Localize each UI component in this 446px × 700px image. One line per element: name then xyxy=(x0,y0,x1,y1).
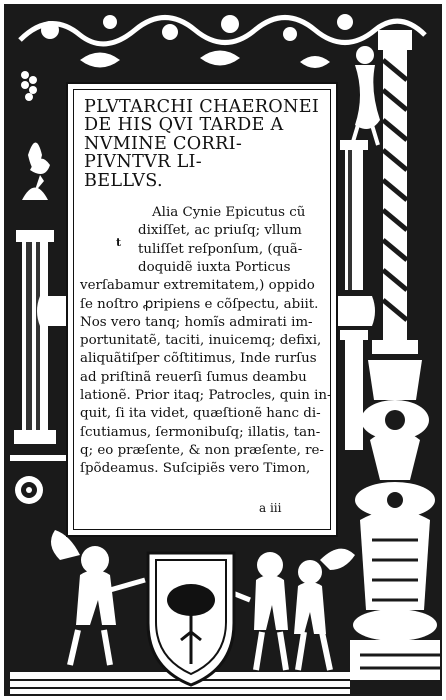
text-line: portunitatẽ, taciti, inuicemq; defixi, xyxy=(80,333,322,349)
text-line: aliquãtiſper cõſtitimus, Inde rurſus xyxy=(80,351,317,367)
text-line: ſpõdeamus. Suſcipiẽs vero Timon, xyxy=(80,461,311,477)
book-title xyxy=(84,98,326,190)
text-line: dixiſſet, ac priuſq; vllum xyxy=(138,223,302,239)
text-line: lationẽ. Prior itaq; Patrocles, quin in- xyxy=(80,388,332,403)
text-line: Alia Cynie Epicutus cũ xyxy=(152,205,306,221)
title-line: PLVTARCHI CHAERONEI xyxy=(84,97,320,117)
text-line: quit, ſi ita videt, quæſtionẽ hanc di- xyxy=(80,406,321,422)
title-line: BELLVS. xyxy=(84,170,163,191)
text-line: tuliſſet reſponſum, (quã- xyxy=(138,241,303,257)
title-line: NVMINE CORRI- xyxy=(84,133,243,154)
title-line: DE HIS QVI TARDE A xyxy=(84,115,284,136)
text-line: ſcutiamus, ſermonibuſq; illatis, tan- xyxy=(80,424,321,440)
heraldic-shield xyxy=(148,553,234,685)
text-line: Nos vero tanq; homĩs admirati im- xyxy=(80,314,313,330)
text-line: ſe noſtro ꝓripiens e cõſpectu, abiit. xyxy=(80,296,319,312)
right-side-tab xyxy=(338,296,375,326)
title-line: PIVNTVR LI- xyxy=(84,152,203,173)
text-line: doquidẽ iuxta Porticus xyxy=(138,259,291,275)
signature-mark: a iii xyxy=(259,501,282,515)
left-side-tab xyxy=(37,296,66,326)
text-panel xyxy=(66,82,338,537)
text-line: q; eo præſente, & non præſente, re- xyxy=(80,442,324,458)
left-rosette-ornament xyxy=(15,476,43,504)
text-line: verſabamur extremitatem,) oppido xyxy=(80,278,315,294)
left-ledge xyxy=(10,455,66,461)
text-line: ad priſtinã reuerſi ſumus deambu xyxy=(80,369,307,385)
marginal-mark: t xyxy=(116,236,122,249)
